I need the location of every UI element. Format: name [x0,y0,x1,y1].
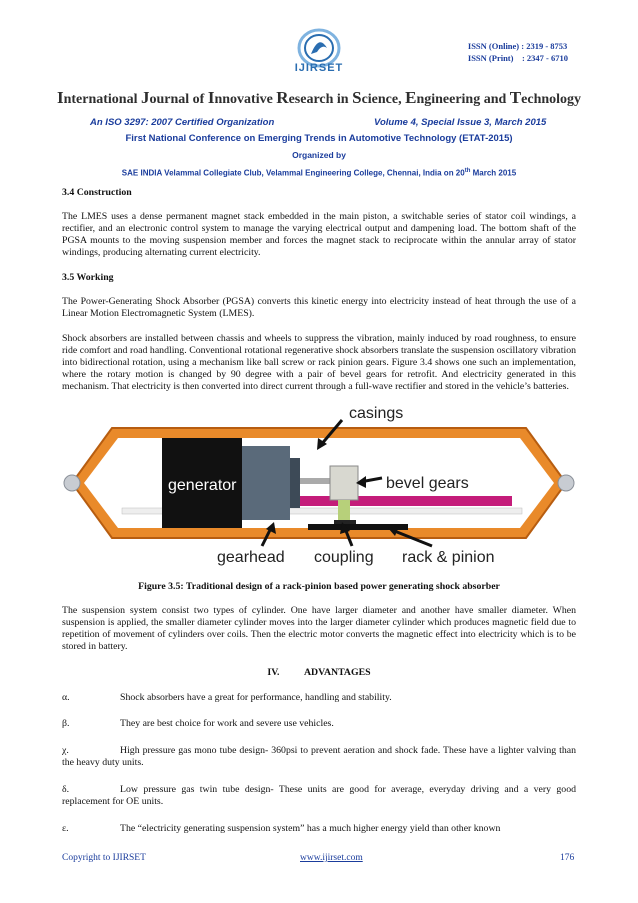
title-cap-letter: S [352,88,362,107]
advantage-text: High pressure gas mono tube design- 360psi to prevent aeration and shock fade. These have a lighter valving than the heavy duty units. [62,745,576,768]
title-cap-letter: I [56,88,64,107]
title-word-rest: ournal of [149,92,208,107]
title-word-rest: echnology [521,92,582,107]
title-word-rest: esearch in [288,92,353,107]
logo-text: IJIRSET [294,62,344,74]
section-number: IV. [267,667,280,678]
section-heading: ADVANTAGES [303,667,371,678]
title-cap-letter: T [509,88,522,107]
advantage-text: They are best choice for work and severe use vehicles. [120,718,334,729]
title-word-rest: ngineering and [416,92,510,107]
organizer-sup: th [464,168,471,174]
title-word-rest: nnovative [214,92,277,107]
advantage-text: Low pressure gas twin tube design- These units are good for average, everyday driving and a very good replacement for OE units. [62,784,576,807]
volume-info: Volume 4, Special Issue 3, March 2015 [374,117,547,128]
advantage-symbol: β. [62,718,70,729]
section-3-5-para-2: Shock absorbers are installed between chassis and wheels to suppress the vibration, mainly induced by road roughness, to ensure ride comfort and road handling. Conventional rotational regenerative shock absorbers translate the suspension oscillatory vibration into bidirectional rotation, using a mechanism like ball screw or rack pinion gears. Figure 3.4 shows one such an implementation, where the rotary motion is changed by 90 degree with a pair of bevel gears for retrofit. And electricity generated in this mechanism. That electricity is then converted into direct current through a full-wave rectifier and stored in the vehicle’s batteries. [62,333,576,392]
title-cap-letter: I [207,88,215,107]
footer-website[interactable]: www.ijirset.com [300,853,363,863]
title-word-rest: nternational [63,92,141,107]
issn-block [468,40,568,64]
label-gearhead: gearhead [217,549,285,566]
journal-title [0,88,638,108]
issn-print: ISSN (Print) : 2347 - 6710 [467,53,568,63]
advantage-symbol: χ. [62,745,69,756]
section-title [0,667,638,678]
title-cap-letter: J [140,88,150,107]
organizer-date: March 2015 [470,168,517,178]
advantage-text: Shock absorbers have a great for performance, handling and stability. [120,692,392,703]
section-3-5-para-1: The Power-Generating Shock Absorber (PGSA) converts this kinetic energy into electricity instead of heat through the use of a Linear Motion Electromagnetic System (LMES). [62,296,576,319]
section-3-4-text: The LMES uses a dense permanent magnet stack embedded in the main piston, a switchable series of stator coil windings, a rectifier, and an electronic control system to manage the varying electrical output and dampening load. The bottom shaft of the PGSA mounts to the moving suspension member and forces the magnet stack to reciprocate within the annular array of stator windings, producing alternating current electricity. [62,211,576,258]
advantage-text: The “electricity generating suspension system” has a much higher energy yield than other known [120,823,501,834]
label-rack-pinion: rack & pinion [402,549,495,566]
advantage-item [62,784,576,808]
advantage-symbol: δ. [62,784,70,795]
footer-copyright: Copyright to IJIRSET [62,853,146,863]
advantage-item [62,745,576,769]
footer-page-number: 176 [560,853,575,863]
label-coupling: coupling [314,549,374,566]
advantage-item [62,718,576,730]
organizer-text: SAE INDIA Velammal Collegiate Club, Velammal Engineering College, Chennai, India on 20 [121,168,465,178]
organizer-line [0,168,638,178]
organized-by: Organized by [292,150,346,160]
shock-absorber-figure [62,398,576,568]
advantage-item [62,692,576,704]
label-casings: casings [349,405,404,422]
figure-caption: Figure 3.5: Traditional design of a rack-pinion based power generating shock absorber [138,581,500,592]
issn-online: ISSN (Online) : 2319 - 8753 [467,41,568,51]
section-3-5-heading: 3.5 Working [62,272,114,283]
conference-name: First National Conference on Emerging Trends in Automotive Technology (ETAT-2015) [125,133,513,144]
advantage-symbol: ε. [62,823,69,834]
title-cap-letter: E [405,88,417,107]
label-generator: generator [168,477,237,494]
advantage-item [62,823,576,835]
label-bevel-gears: bevel gears [386,475,469,492]
title-cap-letter: R [276,88,289,107]
paragraph-after-figure: The suspension system consist two types of cylinder. One have larger diameter and another have smaller diameter. When suspension is applied, the smaller diameter cylinder moves into the larger diameter cylinder which produces magnetic field due to repetition of movement of cylinders over coils. Then the electric motor converts the magnetic effect into electricity which is to be stored in battery. [62,605,576,652]
section-3-4-heading: 3.4 Construction [62,187,132,198]
advantage-symbol: α. [62,692,70,703]
title-word-rest: cience, [361,92,406,107]
iso-certification: An ISO 3297: 2007 Certified Organization [90,117,275,128]
